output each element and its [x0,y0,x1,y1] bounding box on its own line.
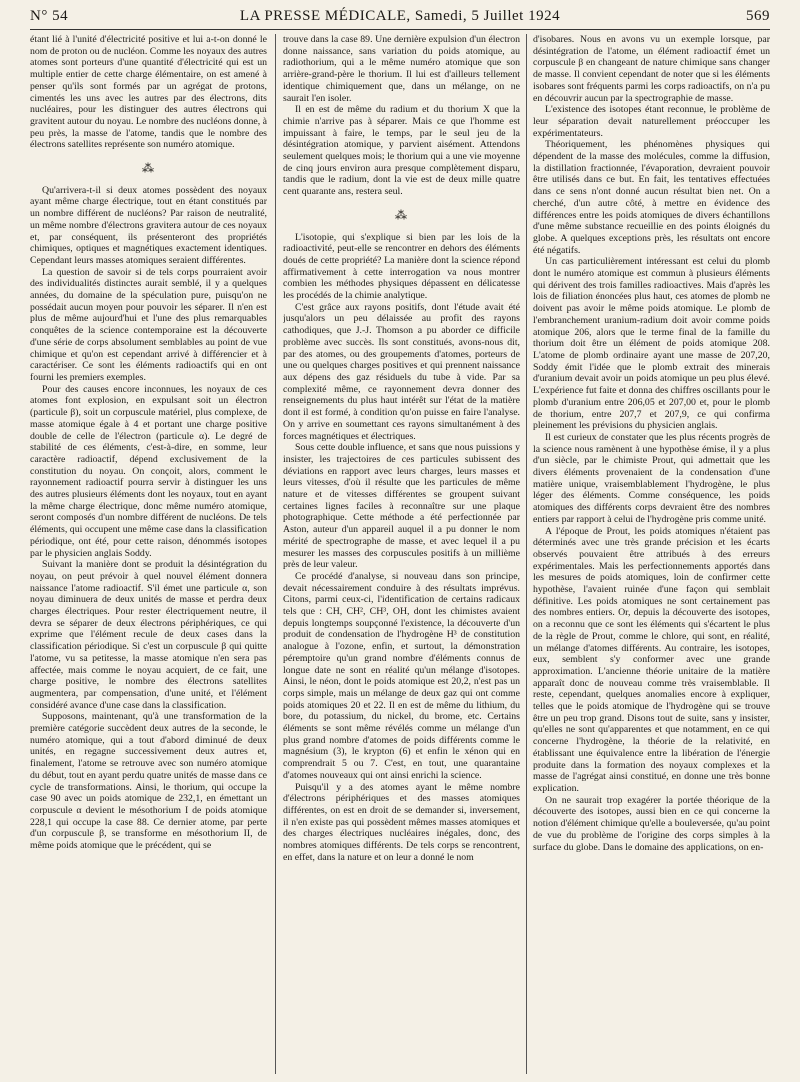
paragraph: La question de savoir si de tels corps pourraient avoir des individualités distinctes aurait semblé, il y a quelques années, du domaine de la spéculation pure, puisqu'on ne possédait aucun moyen pour pouvoir les séparer. Il n'en est plus de même aujourd'hui et l'une des plus remarquables conquêtes de la science contemporaine est la découverte d'une série de corps absolument semblables au point de vue chimique et qu'on est cependant arrivé à différencier et à caractériser. Ce sont les éléments radioactifs qui en ont fourni les premiers exemples. [30,266,267,383]
paragraph: Il est curieux de constater que les plus récents progrès de la science nous ramènent à une hypothèse émise, il y a plus d'un siècle, par le chimiste Prout, qui admettait que les divers éléments provenaient de la condensation d'une matière unique, vraisemblablement l'hydrogène, le plus léger des éléments. Comme conséquence, les poids atomiques des différents corps devraient être des nombres entiers par rapport à celui de l'hydrogène pris comme unité. [533,431,770,525]
section-separator: ⁂ [395,207,408,222]
paragraph: Théoriquement, les phénomènes physiques qui dépendent de la masse des molécules, comme la diffusion, la distillation fractionnée, l'évaporation, devraient pouvoir être utilisés dans ce but. En fait, les tentatives effectuées dans ce sens n'ont donné aucun résultat bien net. On a cherché, d'un autre côté, à mettre en évidence des différences entre les poids atomiques de divers échantillons d'une même substance recueillie en des points éloignés du globe. A quelques exceptions près, les résultats ont encore été négatifs. [533,139,770,256]
paragraph: Supposons, maintenant, qu'à une transformation de la première catégorie succèdent deux autres de la seconde, le numéro atomique, qui a tout d'abord diminué de deux unités, en regagne successivement deux autres et, finalement, l'atome se retrouve avec son numéro atomique du début, tout en ayant perdu quatre unités de masse dans ce cycle de transformations. Ainsi, le thorium, qui occupe la case 90 avec un poids atomique de 232,1, en émettant un corpuscule α devient le mésothorium I de poids atomique 228,1 qui occupe la case 88. Ce dernier atome, par perte d'un corpuscule β, se transforme en mésothorium II, de même poids atomique que le précédent, qui se [30,711,267,852]
column-1 [30,34,267,1070]
page-number: 569 [746,8,770,24]
paragraph: d'isobares. Nous en avons vu un exemple lorsque, par désintégration de l'atome, un élément radioactif émet un corpuscule β en changeant de nature chimique sans changer de masse. Il convient cependant de noter que si les éléments isobares sont fréquents parmi les corps radioactifs, on n'a pu en découvrir aucun par la spectrographie de masse. [533,34,770,104]
paragraph: A l'époque de Prout, les poids atomiques n'étaient pas déterminés avec une très grande précision et les écarts observés pouvaient être attribués à des erreurs expérimentales. Mais les perfectionnements apportés dans les mesures de poids atomiques, loin de confirmer cette hypothèse, l'avaient ruinée d'une façon qui semblait définitive. Les poids atomiques ne sont certainement pas des nombres entiers. Or, depuis la découverte des isotopes, on a reconnu que ce sont les éléments qui s'écartent le plus de la règle de Prout, comme le chlore, qui sont, en réalité, un mélange d'atomes différents. Au contraire, les isotopes, eux, semblent s'y conformer avec une grande approximation. L'ancienne théorie unitaire de la matière apparaît donc de nouveau comme très vraisemblable. Il reste, cependant, quelques anomalies encore à expliquer, telles que le poids atomique de l'hydrogène qui se trouve être un peu trop grand. Disons tout de suite, sans y insister, qu'elles ne sont qu'apparentes et que notamment, en ce qui concerne l'hydrogène, la théorie de la relativité, en établissant une équivalence entre la libération de l'énergie produite dans la formation des noyaux complexes et la masse de l'agrégat ainsi constitué, en donne une très bonne explication. [533,525,770,794]
journal-title: LA PRESSE MÉDICALE, Samedi, 5 Juillet 1924 [239,8,561,24]
paragraph: Suivant la manière dont se produit la désintégration du noyau, on peut prévoir à quel nouvel élément donnera naissance l'atome radioactif. S'il émet une particule α, son noyau diminuera de deux unités de masse et perdra deux charges électriques. Pour rester électriquement neutre, il devra se séparer de deux électrons périphériques, ce qui exprime que l'élément recule de deux cases dans la classification périodique. Si c'est un corpuscule β qui quitte l'atome, vu sa petitesse, la masse atomique n'en sera pas affectée, mais comme le noyau acquiert, de ce fait, une charge positive, le nombre des électrons satellites augmentera, par compensation, d'une unité, et l'élément considéré avance d'une case dans la classification. [30,559,267,711]
paragraph: Sous cette double influence, et sans que nous puissions y insister, les trajectoires de ces particules subissent des déviations en rapport avec leurs charges, leurs masses et leurs vitesses, d'où il résulte que les particules de même nature et de vitesses différentes se groupent suivant certaines lignes faciles à reconnaître sur une plaque photographique. Cette méthode a été perfectionnée par Aston, auteur d'un appareil auquel il a pu donner le nom mérité de spectrographe de masse, et avec lequel il a pu mesurer les masses des corpuscules positifs à un millième près de leur valeur. [283,442,520,571]
paragraph: étant lié à l'unité d'électricité positive et lui a-t-on donné le nom de proton ou de nucléon. Comme les noyaux des autres atomes sont porteurs d'une quantité d'électricité qui est un multiple entier de cette charge élémentaire, on est amené à penser qu'ils sont formés par un agrégat de protons, cimentés les uns avec les autres par des électrons, dits nucléaires, pour les distinguer des autres électrons qui gravitent autour du noyau. Le nombre des nucléons donne, à peu près, la masse de l'atome, tandis que le nombre des électrons satellites représente son numéro atomique. [30,34,267,151]
paragraph: Il en est de même du radium et du thorium X que la chimie n'arrive pas à séparer. Mais ce que l'homme est impuissant à faire, le temps, par le seul jeu de la désintégration atomique, y parvient aisément. Attendons seulement quelques mois; le thorium qui a une vie moyenne de cinq jours environ aura presque complètement disparu, tandis que le radium, dont la vie est de deux mille quatre cent quarante ans, restera seul. [283,104,520,198]
column-divider [275,34,276,1074]
paragraph: Un cas particulièrement intéressant est celui du plomb dont le numéro atomique est commun à plusieurs éléments qui dérivent des trois familles radioactives. Mais d'après les lois de filiation énoncées plus haut, ces atomes de plomb ne doivent pas avoir le même poids atomique. Le plomb de l'embranchement uranium-radium doit avoir comme poids atomique 206, alors que le terme final de la famille du thorium doit être un élément de poids atomique 208. L'atome de plomb ordinaire ayant une masse de 207,20, Soddy émit l'idée que le plomb extrait des minerais d'uranium devait avoir un poids atomique un peu plus élevé. L'expérience fut faite et donna des chiffres oscillants pour le plomb d'uranium entre 206,05 et 207,00 et, pour le plomb de thorium, entre 207,7 et 207,9, ce qui confirma pleinement les prévisions du physicien anglais. [533,256,770,432]
paragraph: Qu'arrivera-t-il si deux atomes possèdent des noyaux ayant même charge électrique, tout en étant constitués par un nombre différent de nucléons? Par raison de neutralité, un même nombre d'électrons gravitera autour de ces noyaux et, par conséquent, ils présenteront des propriétés chimiques, optiques et magnétiques exactement identiques. Cependant leurs masses atomiques seraient différentes. [30,184,267,266]
column-2 [283,34,520,1070]
paragraph: Puisqu'il y a des atomes ayant le même nombre d'électrons périphériques et des masses atomiques différentes, on est en droit de se demander si, inversement, il n'en existe pas qui possèdent mêmes masses atomiques et des charges électriques nucléaires inégales, donc, des nombres atomiques différents. De tels corps se rencontrent, en effet, dans la nature et on leur a donné le nom [283,781,520,863]
column-divider [526,34,527,1074]
column-3 [533,34,770,1070]
paragraph: trouve dans la case 89. Une dernière expulsion d'un électron donne naissance, sans variation du poids atomique, au radiothorium, qui a le même numéro atomique que son arrière-grand-père le thorium. Il lui est d'ailleurs tellement identique chimiquement que, dans un mélange, on ne saurait l'en isoler. [283,34,520,104]
paragraph: C'est grâce aux rayons positifs, dont l'étude avait été jusqu'alors un peu délaissée au profit des rayons cathodiques, que J.-J. Thomson a pu aborder ce difficile problème avec succès. Ils sont constitués, avons-nous dit, par des atomes, ou des groupements d'atomes, porteurs de une ou quelques charges positives et qui prennent naissance aux dépens des gaz résiduels du tube à vide. Par sa complexité même, ce rayonnement devra donner des renseignements du plus haut intérêt sur l'état de la matière dont il est formé, à condition qu'on puisse en faire l'analyse. On y arrive en soumettant ces rayons simultanément à des forces magnétiques et électriques. [283,301,520,442]
paragraph: On ne saurait trop exagérer la portée théorique de la découverte des isotopes, aussi bien en ce qui concerne la notion d'élément chimique qu'elle a bouleversée, qu'au point de vue du problème de l'origine des corps simples à la surface du globe. Dans le domaine des applications, on en- [533,794,770,853]
header-rule [30,29,770,30]
page-header [30,8,770,28]
paragraph: Pour des causes encore inconnues, les noyaux de ces atomes font explosion, en expulsant soit un électron (particule β), soit un corpuscule matériel, plus complexe, de masse atomique égale à 4 et portant une charge positive double de celle de l'électron (particule α). Le degré de stabilité de ces éléments, c'est-à-dire, en somme, leur caractère radioactif, dépend exclusivement de la constitution du noyau. On conçoit, alors, comment le rayonnement radioactif pourra servir à distinguer les uns des autres plusieurs éléments dont les noyaux, tout en ayant la même charge électrique, donc même numéro atomique, seront composés d'un nombre différent de nucléons. De tels éléments, qui occupent une même case dans la classification périodique, ont été, pour cette raison, dénommés isotopes par le physicien anglais Soddy. [30,383,267,559]
paragraph: L'existence des isotopes étant reconnue, le problème de leur séparation devait naturellement préoccuper les expérimentateurs. [533,104,770,139]
paragraph: Ce procédé d'analyse, si nouveau dans son principe, devait nécessairement conduire à des résultats imprévus. Citons, parmi ceux-ci, l'identification de certains radicaux tels que : CH, CH², CH³, OH, dont les chimistes avaient depuis longtemps soupçonné l'existence, la découverte d'un produit de condensation de l'hydrogène H³ de constitution analogue à l'ozone, enfin, et surtout, la démonstration péremptoire qu'un grand nombre d'éléments connus de longue date ne sont en réalité qu'un mélange d'isotopes. Ainsi, le néon, dont le poids atomique est 20,2, n'est pas un corps simple, mais un mélange de deux gaz qui ont comme poids atomiques 20 et 22. Il en est de même du lithium, du bore, du potassium, du nickel, du brome, etc. Certains éléments se sont même révélés comme un mélange d'un plus grand nombre d'atomes de poids différents comme le magnésium (3), le krypton (6) et enfin le xénon qui en comprendrait 5 ou 7. C'est, en tout, une quarantaine d'atomes nouveaux qui ont ainsi enrichi la science. [283,570,520,781]
section-separator: ⁂ [142,161,155,176]
issue-number: N° 54 [30,8,69,24]
paragraph: L'isotopie, qui s'explique si bien par les lois de la radioactivité, peut-elle se rencontrer en dehors des éléments doués de cette propriété? La manière dont la science répond affirmativement à cette interrogation va nous montrer combien les méthodes physiques dépassent en délicatesse les procédés de la chimie analytique. [283,231,520,302]
